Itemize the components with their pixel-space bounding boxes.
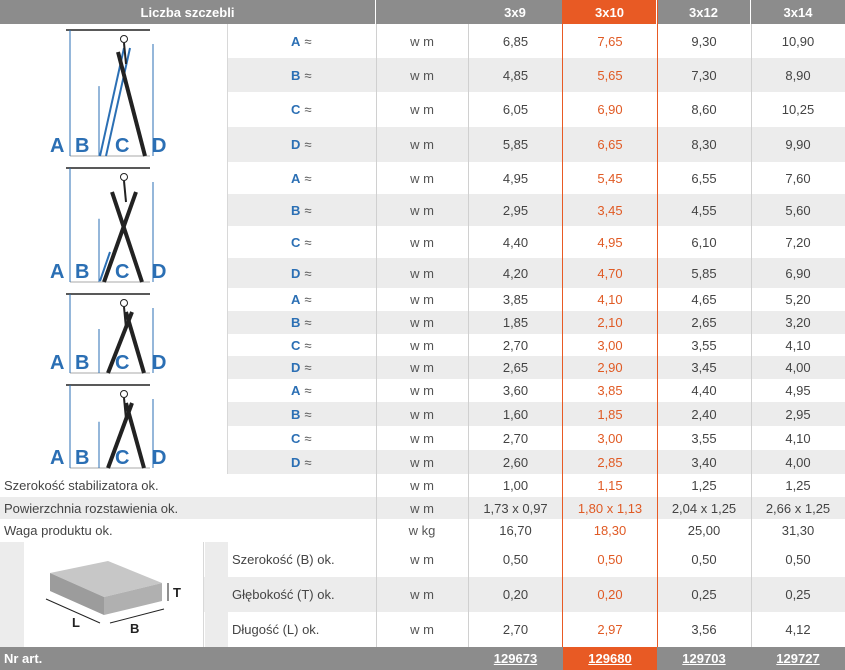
value-cell: 2,90 — [597, 360, 623, 375]
value-cell: 5,65 — [597, 67, 623, 83]
unit-cell: w m — [410, 202, 434, 218]
dimension-letter: B — [291, 202, 301, 218]
row-label-A — [291, 379, 376, 402]
value-cell: 9,30 — [691, 33, 717, 49]
row-label-D — [291, 356, 376, 379]
value-cell: 0,50 — [785, 552, 811, 567]
value-cell: 1,85 — [502, 315, 529, 330]
package-box-icon — [30, 545, 210, 645]
value-cell: 4,10 — [785, 430, 811, 446]
row-label-D — [291, 450, 376, 474]
person-body — [124, 307, 126, 328]
unit-cell: w m — [410, 478, 434, 493]
value-cell: 4,10 — [785, 337, 811, 353]
box-letter-l: L — [72, 615, 80, 630]
dimension-letter-c: C — [115, 352, 130, 374]
unit-cell: w m — [410, 33, 434, 49]
dimension-letter: C — [291, 102, 301, 117]
value-cell: 2,97 — [597, 622, 623, 637]
dimension-letter-b: B — [75, 447, 90, 469]
person-body — [124, 181, 126, 202]
person-icon — [121, 391, 128, 398]
person-icon — [121, 36, 128, 43]
row-label-C — [291, 334, 376, 356]
unit-cell: w m — [410, 67, 434, 83]
approx-sign: ≈ — [304, 137, 312, 152]
unit-cell: w m — [410, 430, 434, 446]
approx-sign: ≈ — [304, 430, 312, 446]
header-column-3x9: 3x9 — [468, 0, 562, 24]
value-cell: 2,70 — [502, 337, 529, 353]
dimension-letter: B — [291, 315, 301, 330]
row-label-C — [291, 92, 376, 127]
value-cell: 4,00 — [785, 360, 811, 375]
package-label: Szerokość (B) ok. — [232, 552, 335, 567]
value-cell: 4,95 — [785, 383, 811, 398]
article-number-129673[interactable] — [468, 647, 563, 670]
value-cell: 3,20 — [785, 315, 811, 330]
value-cell: 7,60 — [785, 170, 811, 186]
unit-cell: w m — [410, 265, 434, 281]
dimension-letter-a: A — [50, 261, 65, 283]
value-cell: 4,70 — [597, 265, 623, 281]
unit-cell: w m — [410, 234, 434, 250]
ladder-diagram-3 — [0, 288, 228, 379]
value-cell: 3,55 — [691, 337, 717, 353]
dimension-letter-d: D — [152, 135, 167, 157]
row-label-A — [291, 24, 376, 58]
unit-cell: w kg — [408, 523, 436, 538]
value-cell: 7,65 — [597, 33, 623, 49]
row-label-C — [291, 426, 376, 450]
dimension-letter-d: D — [152, 352, 167, 374]
value-cell: 3,55 — [691, 430, 717, 446]
value-cell: 1,25 — [785, 478, 811, 493]
value-cell: 25,00 — [687, 523, 721, 538]
dimension-letter-c: C — [115, 135, 130, 157]
column-divider — [468, 24, 469, 647]
approx-sign: ≈ — [304, 406, 312, 422]
dimension-letter-d: D — [152, 261, 167, 283]
value-cell: 1,80 x 1,13 — [577, 500, 643, 516]
value-cell: 4,85 — [502, 67, 529, 83]
dimension-letter-b: B — [75, 261, 90, 283]
dimension-letter: D — [291, 360, 301, 375]
person-body — [124, 398, 126, 419]
value-cell: 0,50 — [597, 552, 623, 567]
value-cell: 8,60 — [691, 102, 717, 117]
approx-sign: ≈ — [304, 315, 312, 330]
row-label-D — [291, 258, 376, 288]
approx-sign: ≈ — [304, 202, 312, 218]
person-icon — [121, 174, 128, 181]
value-cell: 0,20 — [502, 587, 529, 602]
value-cell: 0,25 — [691, 587, 717, 602]
row-label-C — [291, 226, 376, 258]
dimension-letter-d: D — [152, 447, 167, 469]
approx-sign: ≈ — [304, 170, 312, 186]
ladder-diagram-4 — [0, 379, 228, 474]
box-letter-b: B — [130, 621, 140, 636]
value-cell: 16,70 — [499, 523, 532, 538]
unit-cell: w m — [410, 337, 434, 353]
value-cell: 2,04 x 1,25 — [671, 500, 737, 516]
dimension-letter-a: A — [50, 352, 65, 374]
value-cell: 4,95 — [597, 234, 623, 250]
value-cell: 4,55 — [691, 202, 717, 218]
dimension-letter: D — [291, 137, 301, 152]
value-cell: 4,12 — [785, 622, 811, 637]
approx-sign: ≈ — [304, 360, 312, 375]
approx-sign: ≈ — [304, 33, 312, 49]
value-cell: 1,85 — [597, 406, 623, 422]
value-cell: 1,73 x 0,97 — [483, 500, 548, 516]
value-cell: 6,85 — [502, 33, 529, 49]
value-cell: 5,45 — [597, 170, 623, 186]
value-cell: 3,00 — [597, 337, 623, 353]
value-cell: 3,85 — [597, 383, 623, 398]
approx-sign: ≈ — [304, 265, 312, 281]
approx-sign: ≈ — [304, 234, 312, 250]
unit-cell: w m — [410, 315, 434, 330]
spec-label: Waga produktu ok. — [4, 523, 113, 538]
unit-cell: w m — [410, 102, 434, 117]
unit-cell: w m — [410, 587, 434, 602]
value-cell: 2,95 — [785, 406, 811, 422]
value-cell: 4,40 — [691, 383, 717, 398]
value-cell: 10,25 — [781, 102, 815, 117]
value-cell: 2,70 — [502, 430, 529, 446]
dimension-letter: D — [291, 454, 301, 470]
footer-label: Nr art. — [4, 651, 43, 666]
dimension-letter-a: A — [50, 135, 65, 157]
person-body — [124, 43, 126, 64]
approx-sign: ≈ — [304, 454, 312, 470]
row-label-B — [291, 194, 376, 226]
value-cell: 0,20 — [597, 587, 623, 602]
value-cell: 6,55 — [691, 170, 717, 186]
ladder-diagram-2 — [0, 162, 228, 288]
article-number-129727[interactable] — [751, 647, 845, 670]
value-cell: 5,85 — [502, 137, 529, 152]
unit-cell: w m — [410, 622, 434, 637]
dimension-letter: C — [291, 430, 301, 446]
approx-sign: ≈ — [304, 67, 312, 83]
dimension-letter: A — [291, 292, 301, 307]
value-cell: 4,40 — [502, 234, 529, 250]
value-cell: 8,90 — [785, 67, 811, 83]
ladder-diagram-1 — [0, 24, 228, 162]
value-cell: 2,40 — [691, 406, 717, 422]
value-cell: 1,25 — [691, 478, 717, 493]
value-cell: 2,60 — [502, 454, 529, 470]
value-cell: 3,45 — [597, 202, 623, 218]
row-label-A — [291, 162, 376, 194]
unit-cell: w m — [410, 552, 434, 567]
header-column-3x14: 3x14 — [751, 0, 845, 24]
value-cell: 2,10 — [597, 315, 623, 330]
value-cell: 9,90 — [785, 137, 811, 152]
value-cell: 6,05 — [502, 102, 529, 117]
value-cell: 7,20 — [785, 234, 811, 250]
header-title: Liczba szczebli — [0, 0, 375, 24]
dimension-letter-a: A — [50, 447, 65, 469]
dimension-letter-c: C — [115, 261, 130, 283]
value-cell: 0,25 — [785, 587, 811, 602]
dimension-letter: A — [291, 33, 301, 49]
header-column-3x10: 3x10 — [563, 0, 656, 24]
dimension-letter-c: C — [115, 447, 130, 469]
value-cell: 2,95 — [502, 202, 529, 218]
article-link[interactable]: 129703 — [682, 651, 726, 666]
value-cell: 4,95 — [502, 170, 529, 186]
highlight-column-border — [562, 0, 658, 647]
value-cell: 3,60 — [502, 383, 529, 398]
value-cell: 3,85 — [502, 292, 529, 307]
value-cell: 1,15 — [597, 478, 623, 493]
approx-sign: ≈ — [304, 337, 312, 353]
value-cell: 7,30 — [691, 67, 717, 83]
value-cell: 8,30 — [691, 137, 717, 152]
value-cell: 2,65 — [691, 315, 717, 330]
package-label: Długość (L) ok. — [232, 622, 320, 637]
unit-cell: w m — [410, 383, 434, 398]
person-icon — [121, 300, 128, 307]
row-label-B — [291, 402, 376, 426]
header-unit-cell — [376, 0, 468, 24]
dimension-letter: C — [291, 337, 301, 353]
unit-cell: w m — [410, 454, 434, 470]
value-cell: 3,40 — [691, 454, 717, 470]
value-cell: 3,45 — [691, 360, 717, 375]
value-cell: 1,00 — [502, 478, 529, 493]
spec-label: Powierzchnia rozstawienia ok. — [4, 500, 179, 516]
approx-sign: ≈ — [304, 292, 312, 307]
dimension-letter: B — [291, 406, 301, 422]
dimension-letter: A — [291, 170, 301, 186]
value-cell: 31,30 — [781, 523, 815, 538]
value-cell: 0,50 — [502, 552, 529, 567]
approx-sign: ≈ — [304, 383, 312, 398]
dimension-letter: B — [291, 67, 301, 83]
unit-cell: w m — [410, 500, 434, 516]
row-label-A — [291, 288, 376, 311]
value-cell: 6,65 — [597, 137, 623, 152]
article-number-129703[interactable] — [657, 647, 751, 670]
article-link[interactable]: 129727 — [776, 651, 820, 666]
row-label-B — [291, 58, 376, 92]
dimension-letter: A — [291, 383, 301, 398]
article-link[interactable]: 129680 — [588, 651, 632, 666]
value-cell: 4,20 — [502, 265, 529, 281]
row-label-B — [291, 311, 376, 334]
value-cell: 5,20 — [785, 292, 811, 307]
unit-cell: w m — [410, 360, 434, 375]
unit-cell: w m — [410, 137, 434, 152]
row-label-D — [291, 127, 376, 162]
dimension-letter-b: B — [75, 352, 90, 374]
article-link[interactable]: 129673 — [493, 651, 538, 666]
value-cell: 3,56 — [691, 622, 717, 637]
value-cell: 1,60 — [502, 406, 529, 422]
dimension-letter-b: B — [75, 135, 90, 157]
dimension-letter: C — [291, 234, 301, 250]
value-cell: 2,70 — [502, 622, 529, 637]
unit-cell: w m — [410, 406, 434, 422]
value-cell: 2,66 x 1,25 — [765, 500, 831, 516]
header-column-3x12: 3x12 — [657, 0, 750, 24]
value-cell: 3,00 — [597, 430, 623, 446]
spec-label: Szerokość stabilizatora ok. — [4, 478, 159, 493]
value-cell: 4,10 — [597, 292, 623, 307]
unit-cell: w m — [410, 292, 434, 307]
value-cell: 0,50 — [691, 552, 717, 567]
value-cell: 6,10 — [691, 234, 717, 250]
value-cell: 5,85 — [691, 265, 717, 281]
package-label: Głębokość (T) ok. — [232, 587, 335, 602]
value-cell: 2,65 — [502, 360, 529, 375]
value-cell: 4,00 — [785, 454, 811, 470]
column-divider — [751, 24, 752, 647]
value-cell: 4,65 — [691, 292, 717, 307]
unit-cell: w m — [410, 170, 434, 186]
article-number-129680[interactable] — [563, 647, 657, 670]
column-divider — [376, 24, 377, 647]
dimension-letter: D — [291, 265, 301, 281]
value-cell: 5,60 — [785, 202, 811, 218]
value-cell: 2,85 — [597, 454, 623, 470]
box-letter-t: T — [173, 585, 181, 600]
value-cell: 10,90 — [781, 33, 815, 49]
approx-sign: ≈ — [304, 102, 312, 117]
value-cell: 6,90 — [785, 265, 811, 281]
value-cell: 6,90 — [597, 102, 623, 117]
value-cell: 18,30 — [593, 523, 627, 538]
